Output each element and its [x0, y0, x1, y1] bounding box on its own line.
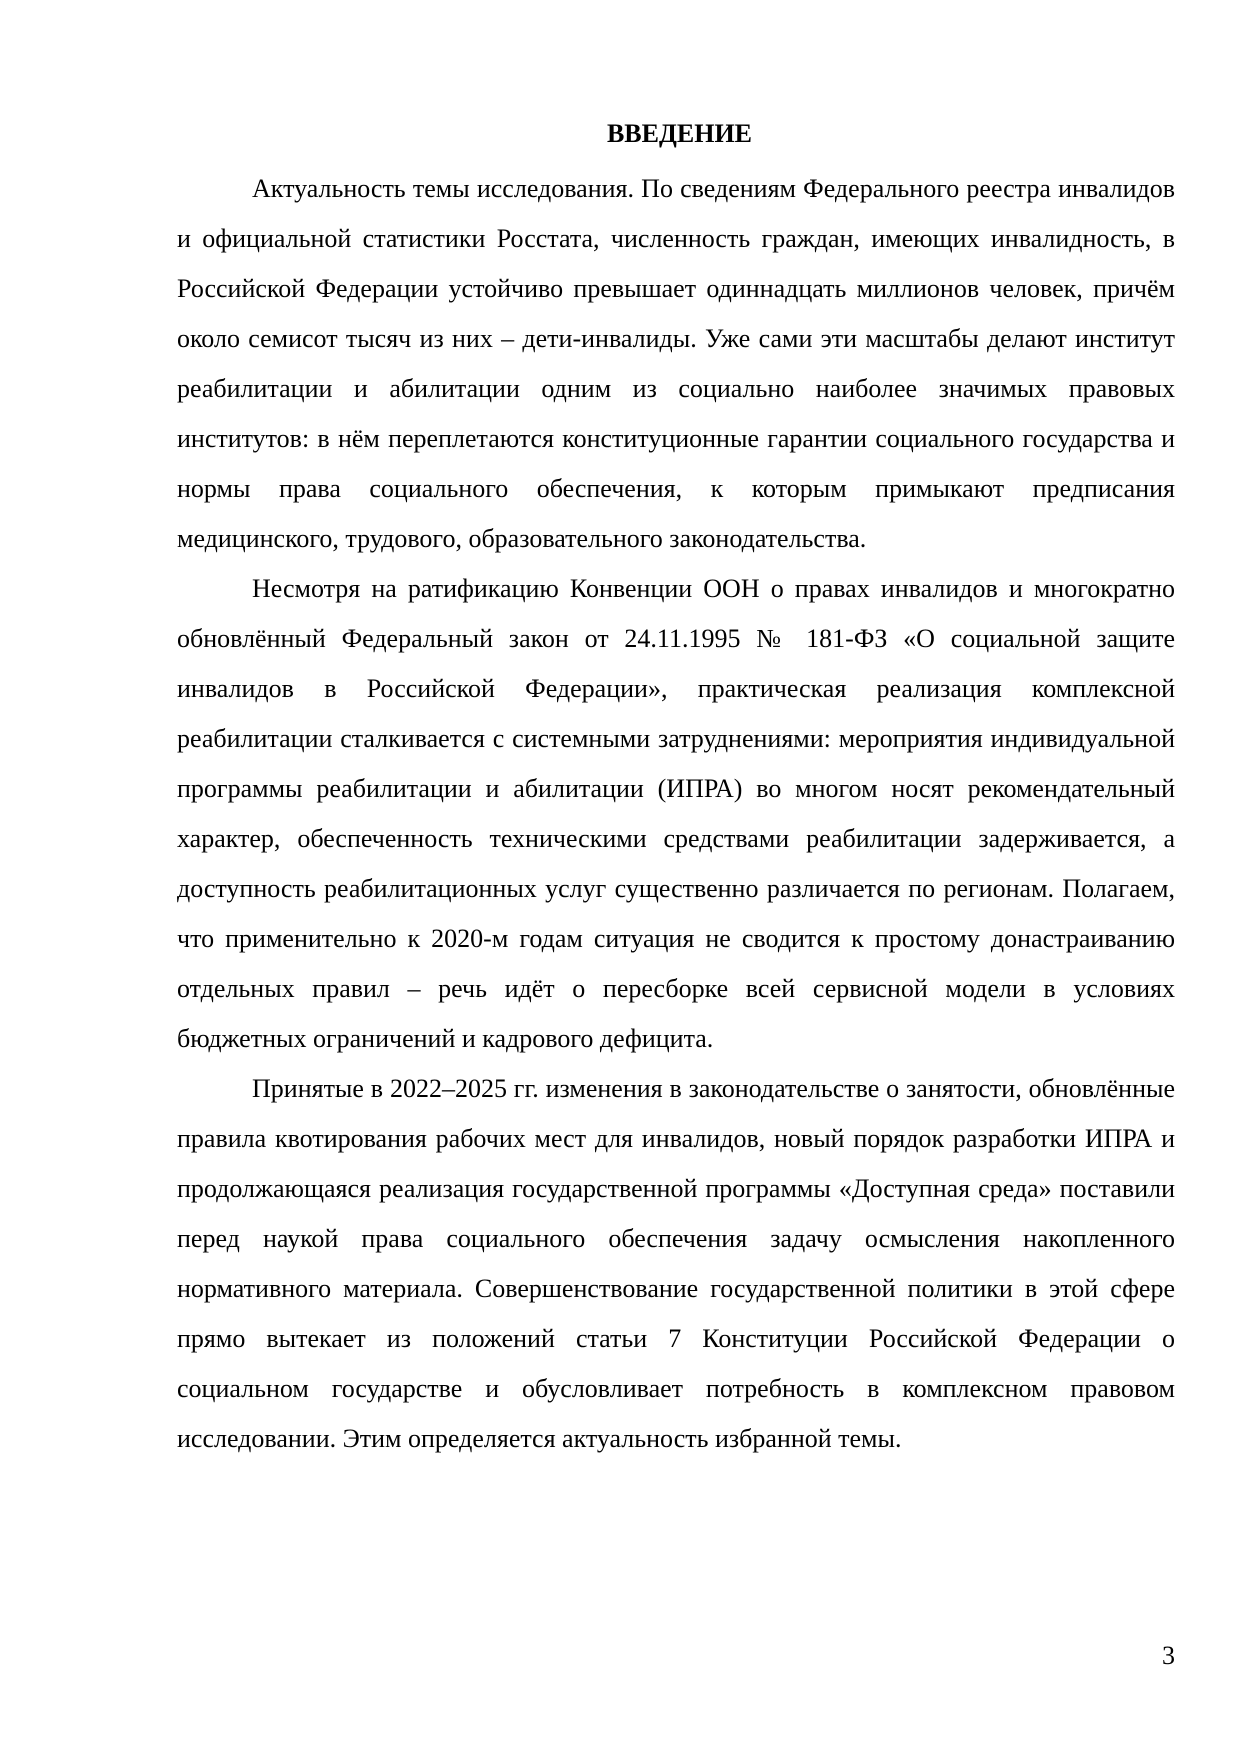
- page-number: 3: [1162, 1641, 1175, 1670]
- paragraph-legislation-changes: Принятые в 2022–2025 гг. изменения в законодательстве о занятости, обновлённые правила квотирования рабочих мест для инвалидов, новый порядок разработки ИПРА и продолжающаяся реализация государственной программы «Доступная среда» поставили перед наукой права социального обеспечения задачу осмысления накопленного нормативного материала. Совершенствование государственной политики в этой сфере прямо вытекает из положений статьи 7 Конституции Российской Федерации о социальном государстве и обусловливает потребность в комплексном правовом исследовании. Этим определяется актуальность избранной темы.: [177, 1074, 1175, 1453]
- paragraph-relevance: Актуальность темы исследования. По сведениям Федерального реестра инвалидов и официальной статистики Росстата, численность граждан, имеющих инвалидность, в Российской Федерации устойчиво превышает одиннадцать миллионов человек, причём около семисот тысяч из них – дети-инвалиды. Уже сами эти масштабы делают институт реабилитации и абилитации одним из социально наиболее значимых правовых институтов: в нём переплетаются конституционные гарантии социального государства и нормы права социального обеспечения, к которым примыкают предписания медицинского, трудового, образовательного законодательства.: [177, 174, 1175, 553]
- section-heading: ВВЕДЕНИЕ: [606, 119, 753, 148]
- paragraph-convention: Несмотря на ратификацию Конвенции ООН о правах инвалидов и многократно обновлённый Федеральный закон от 24.11.1995 № 181-ФЗ «О социальной защите инвалидов в Российской Федерации», практическая реализация комплексной реабилитации сталкивается с системными затруднениями: мероприятия индивидуальной программы реабилитации и абилитации (ИПРА) во многом носят рекомендательный характер, обеспеченность техническими средствами реабилитации задерживается, а доступность реабилитационных услуг существенно различается по регионам. Полагаем, что применительно к 2020-м годам ситуация не сводится к простому донастраиванию отдельных правил – речь идёт о пересборке всей сервисной модели в условиях бюджетных ограничений и кадрового дефицита.: [177, 574, 1175, 1053]
- body-text: [177, 164, 1175, 1464]
